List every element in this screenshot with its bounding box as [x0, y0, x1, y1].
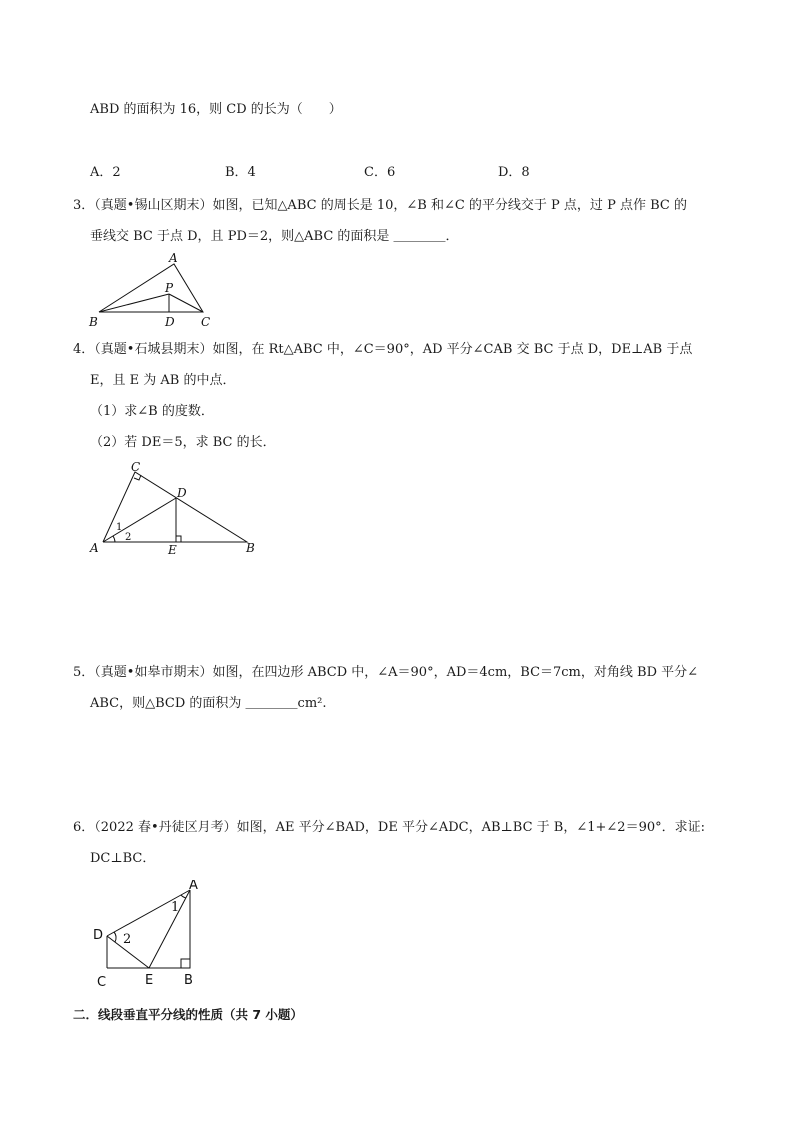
q6-angle-1: 1 — [171, 900, 180, 915]
q6-arc-1 — [181, 895, 186, 898]
q2-option-c: C．6 — [364, 165, 396, 180]
q6-line2: DC⊥BC． — [90, 851, 156, 866]
q4-sub2: （2）若 DE＝5，求 BC 的长． — [90, 435, 276, 450]
q3-label-b: B — [89, 315, 98, 329]
section-title: 二．线段垂直平分线的性质（共 7 小题） — [73, 1007, 303, 1022]
q3-line1: 3．（真题•锡山区期末）如图，已知△ABC 的周长是 10，∠B 和∠C 的平分线交于 P 点，过 P 点作 BC 的 — [73, 198, 687, 213]
q4-angle-arc — [113, 536, 115, 542]
q2-option-a: A．2 — [90, 165, 121, 180]
q6-label-a: A — [189, 880, 198, 893]
q3-label-c: C — [201, 315, 211, 329]
q6-arc-2 — [114, 932, 116, 942]
q6-angle-2: 2 — [123, 932, 132, 947]
q3-bp — [99, 294, 169, 312]
q4-line1: 4．（真题•石城县期末）如图，在 Rt△ABC 中，∠C＝90°，AD 平分∠CAB 交 BC 于点 D，DE⊥AB 于点 — [73, 342, 693, 357]
q2-option-b: B．4 — [225, 165, 256, 180]
q2-text: ABD 的面积为 16，则 CD 的长为（ ） — [90, 102, 342, 117]
q4-figure — [85, 460, 265, 560]
q6-line1: 6．（2022 春•丹徒区月考）如图，AE 平分∠BAD，DE 平分∠ADC，AB⊥BC 于 B，∠1+∠2＝90°．求证: — [73, 820, 705, 835]
q4-line2: E，且 E 为 AB 的中点． — [90, 373, 236, 388]
q5-line2: ABC，则△BCD 的面积为 ＿＿＿＿cm². — [90, 696, 327, 711]
q3-label-a: A — [169, 252, 178, 265]
q3-triangle — [99, 264, 203, 312]
q4-right-angle-e — [176, 536, 181, 542]
q3-figure — [85, 252, 220, 332]
q3-label-d: D — [165, 315, 175, 329]
q6-label-d: D — [93, 928, 104, 943]
q5-line1: 5．（真题•如皋市期末）如图，在四边形 ABCD 中，∠A＝90°，AD＝4cm，BC＝7cm，对角线 BD 平分∠ — [73, 665, 699, 680]
q3-line2: 垂线交 BC 于点 D，且 PD＝2，则△ABC 的面积是 ＿＿＿＿． — [90, 229, 459, 244]
q6-figure — [85, 880, 210, 990]
q6-right-angle-b — [181, 959, 190, 968]
q6-label-e: E — [145, 973, 154, 988]
q4-ad — [103, 498, 176, 542]
q4-label-a: A — [90, 541, 99, 555]
q4-angle-1: 1 — [116, 522, 123, 533]
q4-sub1: （1）求∠B 的度数． — [90, 404, 214, 419]
q2-option-d: D．8 — [498, 165, 530, 180]
q4-label-b: B — [246, 541, 255, 555]
q4-label-c: C — [131, 460, 141, 474]
q6-label-c: C — [97, 975, 107, 990]
q4-label-d: D — [177, 486, 187, 500]
q4-label-e: E — [168, 543, 177, 557]
q3-label-p: P — [165, 281, 174, 295]
q6-label-b: B — [184, 973, 193, 988]
q4-angle-2: 2 — [125, 532, 132, 543]
q4-right-angle-c — [134, 475, 141, 480]
